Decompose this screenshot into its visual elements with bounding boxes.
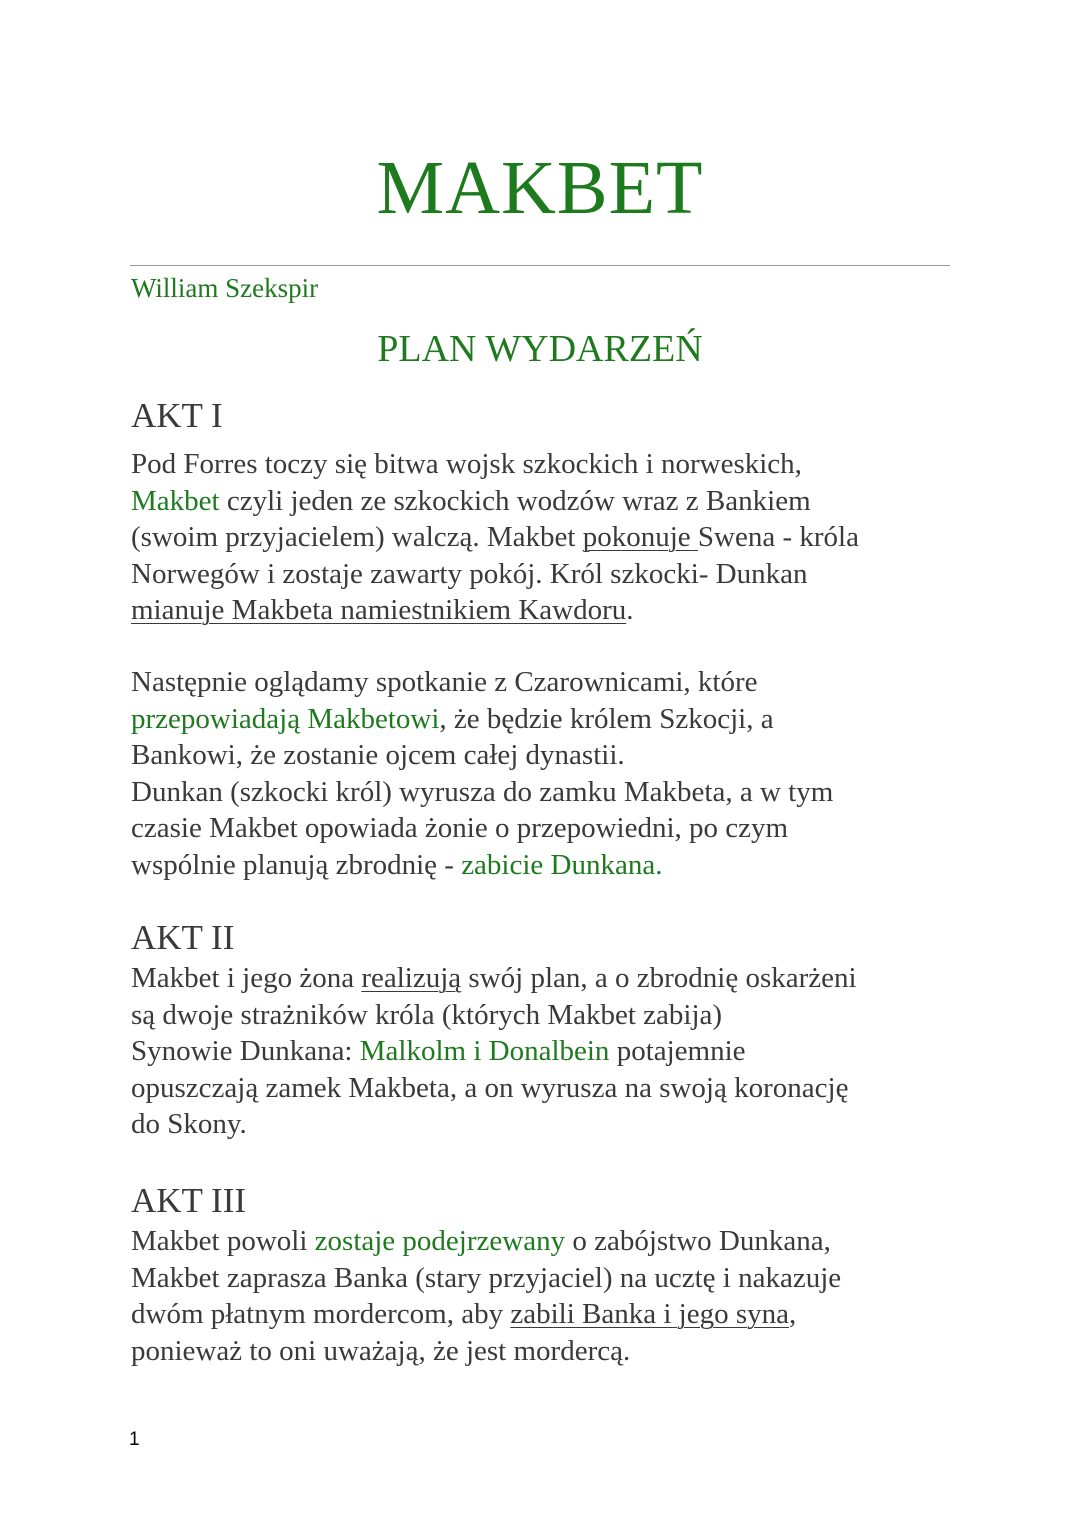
text-line [131, 810, 961, 847]
text-run: (swoim przyjacielem) walczą. Makbet [131, 521, 583, 553]
text-line [131, 1223, 961, 1260]
text-line [131, 1106, 961, 1143]
text-line [131, 1296, 961, 1333]
underlined-text: pokonuje [582, 521, 698, 553]
underlined-text: mianuje Makbeta namiestnikiem Kawdoru [131, 594, 627, 626]
text-line [131, 1333, 961, 1370]
text-run: , [789, 1298, 797, 1330]
text-run: swój plan, a o zbrodnię oskarżeni [461, 962, 857, 994]
text-line [131, 774, 961, 811]
text-line [131, 556, 961, 593]
text-run: Synowie Dunkana: [131, 1035, 360, 1067]
text-run: o zabójstwo Dunkana, [565, 1225, 831, 1257]
plan-heading: PLAN WYDARZEŃ [377, 328, 703, 370]
text-run: czasie Makbet opowiada żonie o przepowiedni, po czym [131, 812, 789, 844]
text-line [131, 1033, 961, 1070]
text-run: Makbet i jego żona [131, 962, 362, 994]
text-run: Pod Forres toczy się bitwa wojsk szkockich i norweskich, [131, 448, 802, 480]
highlighted-text: zabicie Dunkana. [461, 848, 663, 881]
text-run: . [626, 594, 634, 626]
text-run: czyli jeden ze szkockich wodzów wraz z Bankiem [219, 484, 811, 517]
text-run: opuszczają zamek Makbeta, a on wyrusza na swoją koronację [131, 1071, 849, 1104]
text-run: Makbet zaprasza Banka (stary przyjaciel) na ucztę i nakazuje [131, 1261, 842, 1294]
text-run: do Skony. [131, 1108, 247, 1140]
text-line [131, 1070, 961, 1107]
act-1-paragraph-1 [131, 446, 961, 629]
document-title: MAKBET [376, 146, 704, 230]
text-run: Norwegów i zostaje zawarty pokój. Król szkocki- Dunkan [131, 557, 808, 590]
title-divider [130, 265, 950, 266]
text-line [131, 701, 961, 738]
text-line [131, 592, 961, 629]
text-run: są dwoje strażników króla (których Makbet zabija) [131, 998, 723, 1031]
act-1-heading: AKT I [131, 396, 223, 435]
highlighted-text: zostaje podejrzewany [314, 1225, 566, 1257]
text-run: ponieważ to oni uważają, że jest mordercą. [131, 1334, 631, 1367]
act-3-heading: AKT III [131, 1181, 247, 1220]
text-run: Swena - króla [697, 521, 859, 553]
text-run: Makbet powoli [131, 1225, 315, 1257]
text-run: potajemnie [609, 1035, 746, 1067]
author-name: William Szekspir [131, 273, 319, 303]
text-line [131, 997, 961, 1034]
text-line [131, 847, 961, 884]
act-2-paragraph-1 [131, 960, 961, 1143]
highlighted-text: przepowiadają Makbetowi [131, 702, 440, 735]
text-run: dwóm płatnym mordercom, aby [131, 1298, 511, 1330]
page-number: 1 [129, 1429, 140, 1450]
text-run: Następnie oglądamy spotkanie z Czarownicami, które [131, 666, 758, 698]
text-run: Dunkan (szkocki król) wyrusza do zamku Makbeta, a w tym [131, 775, 834, 808]
text-line [131, 960, 961, 997]
underlined-text: realizują [361, 962, 462, 994]
text-line [131, 519, 961, 556]
act-1-paragraph-2 [131, 664, 961, 883]
text-run: wspólnie planują zbrodnię - [131, 848, 462, 881]
text-line [131, 483, 961, 520]
text-line [131, 446, 961, 483]
text-run: Bankowi, że zostanie ojcem całej dynastii. [131, 739, 625, 771]
highlighted-text: Makbet [131, 484, 220, 517]
highlighted-text: Malkolm i Donalbein [359, 1035, 610, 1067]
text-line [131, 1260, 961, 1297]
underlined-text: zabili Banka i jego syna [510, 1298, 789, 1330]
act-2-heading: AKT II [131, 918, 235, 957]
text-line [131, 737, 961, 774]
text-line [131, 664, 961, 701]
act-3-paragraph-1 [131, 1223, 961, 1369]
text-run: , że będzie królem Szkocji, a [439, 702, 774, 735]
